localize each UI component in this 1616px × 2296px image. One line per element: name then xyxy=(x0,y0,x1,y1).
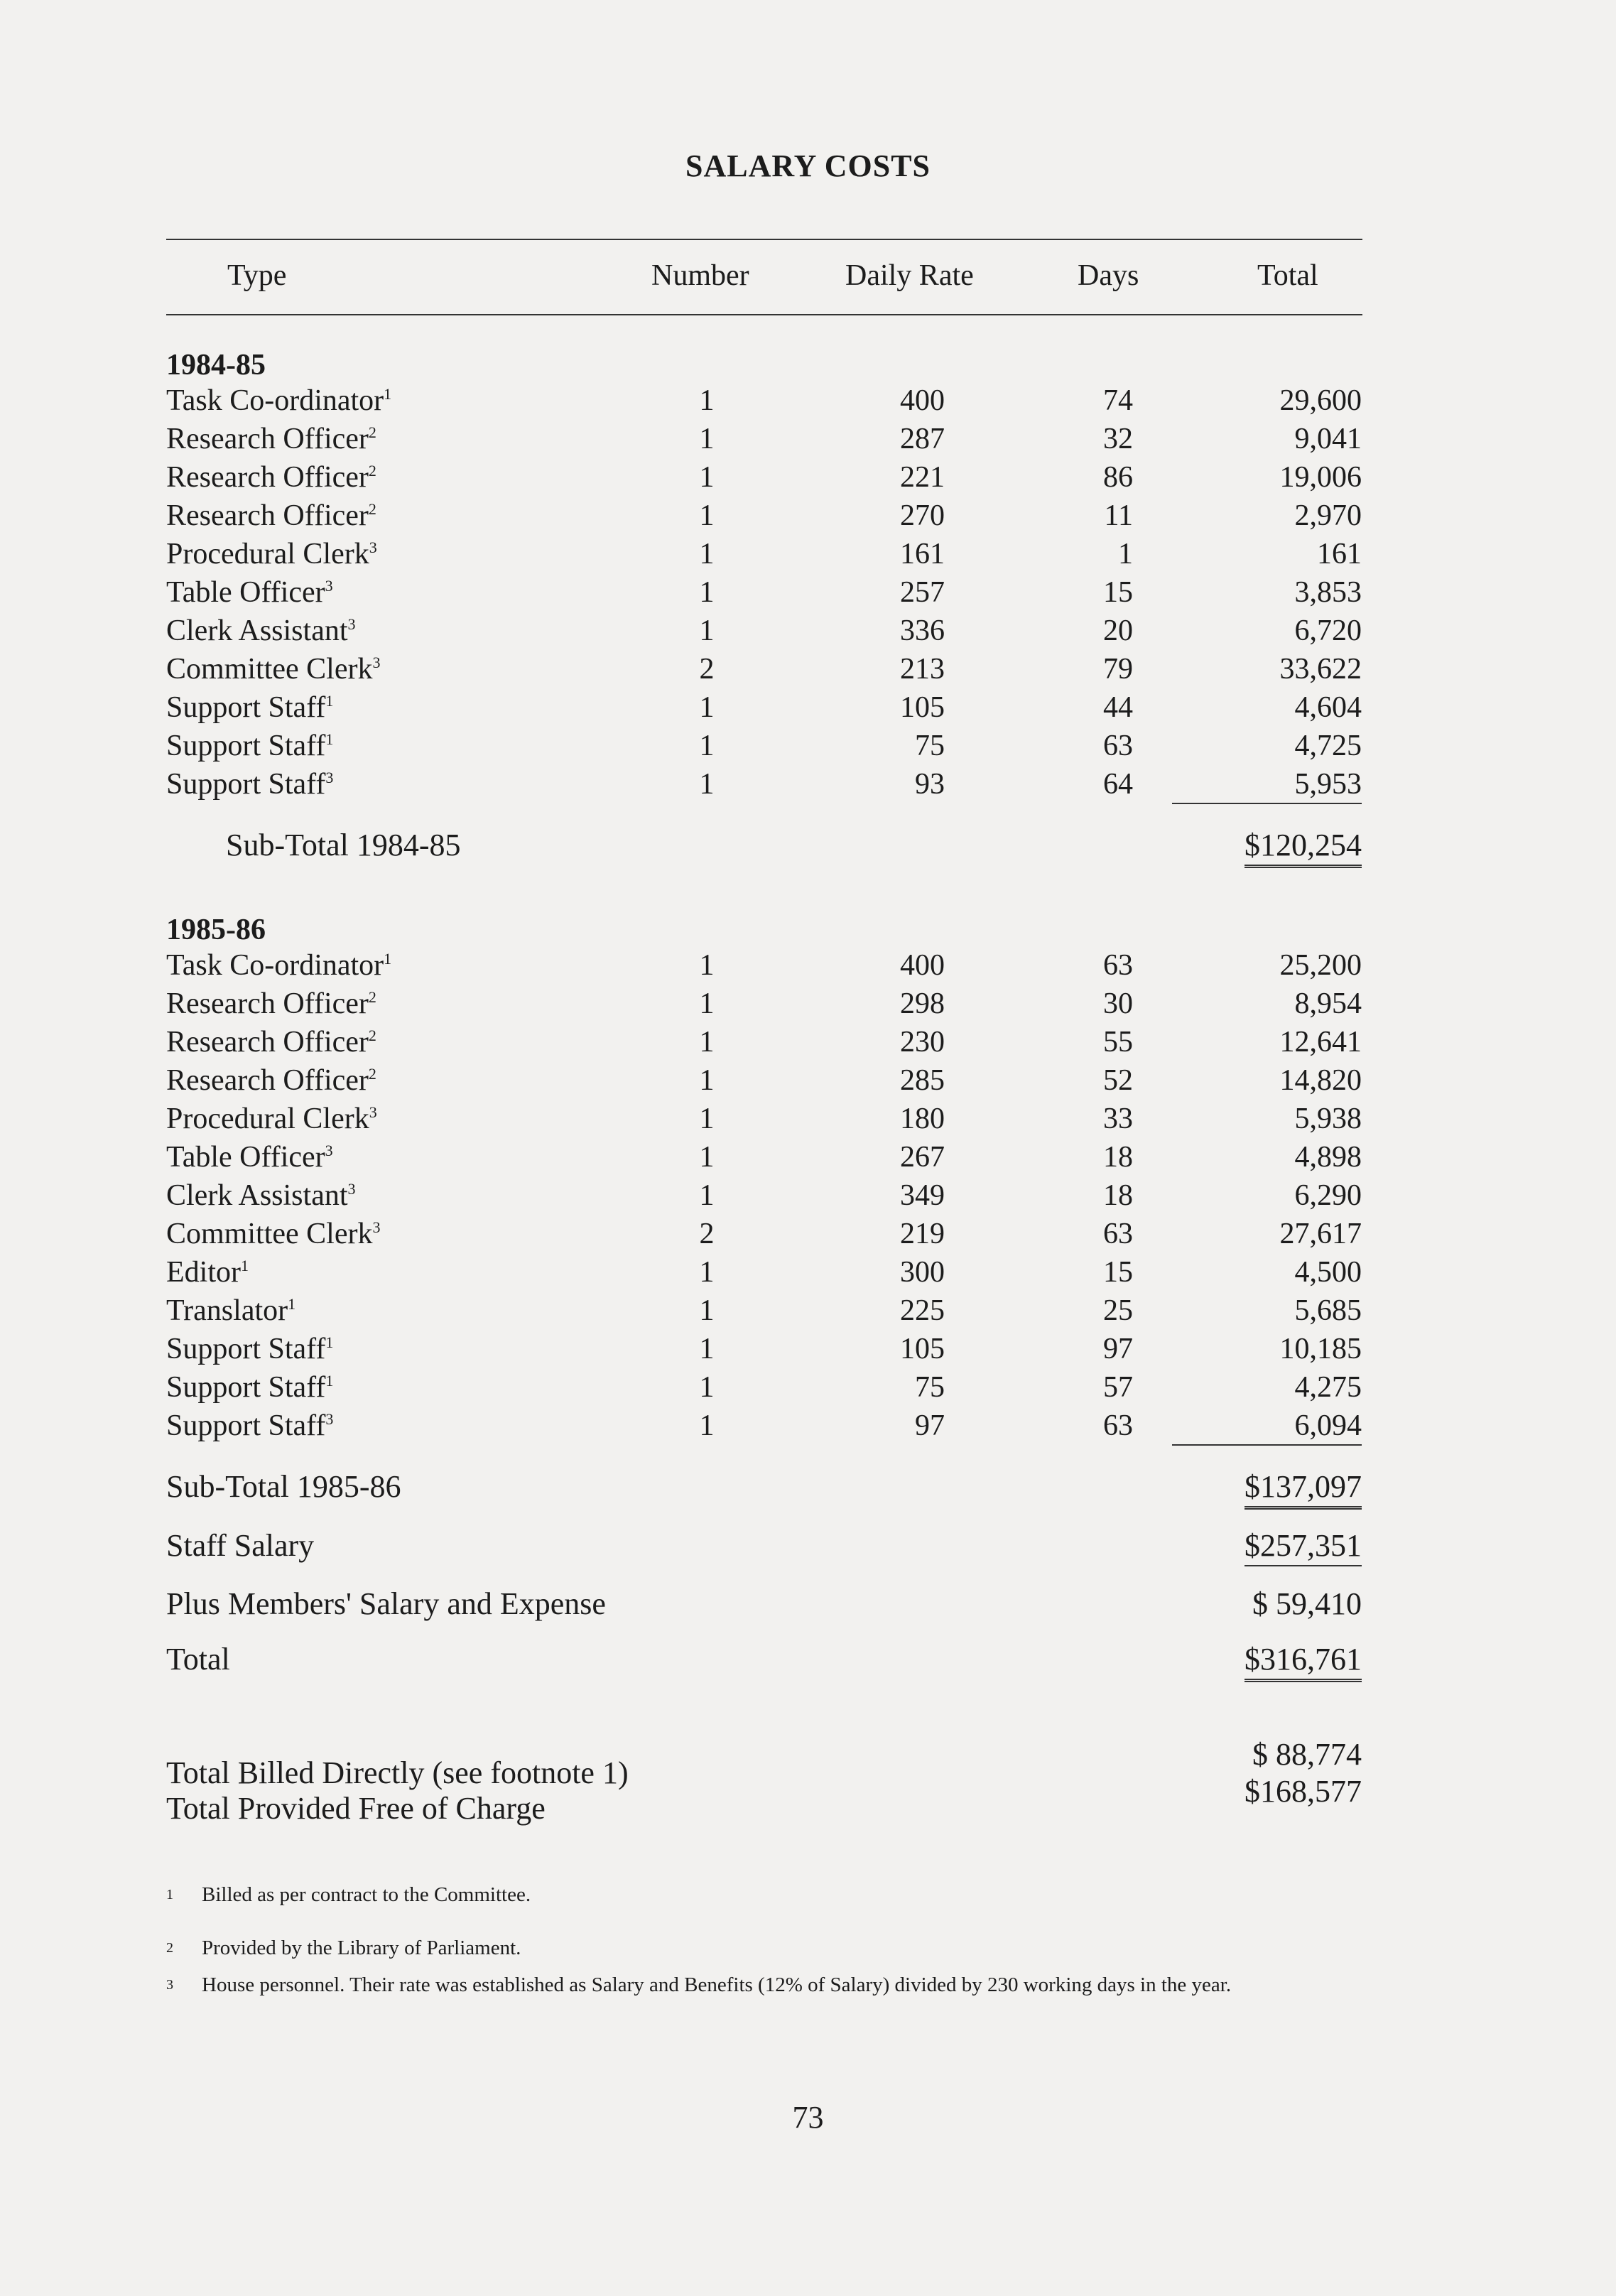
footnote-mark: 2 xyxy=(166,1940,173,1956)
cell-number: 1 xyxy=(699,576,715,609)
cell-number: 1 xyxy=(699,384,715,417)
table-row xyxy=(0,499,1616,537)
cell-number: 1 xyxy=(699,423,715,455)
table-row xyxy=(0,460,1616,499)
cell-type xyxy=(166,1025,376,1059)
cell-daily-rate: 180 xyxy=(900,1103,945,1135)
cell-type xyxy=(166,499,376,533)
cell-total: 4,898 xyxy=(1294,1141,1362,1174)
cell-days: 64 xyxy=(1103,768,1133,801)
cell-number: 1 xyxy=(699,1294,715,1327)
type-label: Task Co-ordinator xyxy=(166,949,384,982)
table-row xyxy=(0,1255,1616,1294)
footnote-ref: 3 xyxy=(372,654,381,671)
table-row xyxy=(0,1063,1616,1102)
type-label: Procedural Clerk xyxy=(166,538,369,570)
cell-type xyxy=(166,729,333,763)
type-label: Support Staff xyxy=(166,1333,326,1365)
table-row xyxy=(0,1370,1616,1409)
cell-total: 2,970 xyxy=(1294,499,1362,532)
staff-salary-label: Staff Salary xyxy=(166,1528,315,1563)
table-row xyxy=(0,767,1616,806)
column-header-type: Type xyxy=(227,259,287,292)
subtotal-value: $120,254 xyxy=(1244,827,1362,868)
cell-daily-rate: 93 xyxy=(915,768,945,801)
type-label: Editor xyxy=(166,1256,241,1289)
cell-total: 6,290 xyxy=(1294,1179,1362,1212)
footnote-ref: 3 xyxy=(325,577,333,595)
column-header-daily-rate: Daily Rate xyxy=(845,259,974,292)
cell-type xyxy=(166,614,356,648)
type-label: Support Staff xyxy=(166,730,326,762)
cell-days: 20 xyxy=(1103,614,1133,647)
footnote-ref: 2 xyxy=(368,423,376,441)
subtotal-label: Sub-Total 1984-85 xyxy=(226,828,461,862)
cell-number: 1 xyxy=(699,614,715,647)
cell-total: 14,820 xyxy=(1279,1064,1362,1097)
cell-total: 33,622 xyxy=(1279,653,1362,686)
type-label: Committee Clerk xyxy=(166,1218,373,1250)
cell-number: 1 xyxy=(699,1333,715,1365)
table-row xyxy=(0,1217,1616,1255)
footnote-1 xyxy=(166,1879,1374,1910)
type-label: Research Officer xyxy=(166,1026,369,1058)
footnote-ref: 2 xyxy=(368,988,376,1006)
cell-type xyxy=(166,1409,333,1443)
cell-type xyxy=(166,537,377,571)
cell-type xyxy=(166,1217,380,1251)
cell-total: 6,720 xyxy=(1294,614,1362,647)
cell-daily-rate: 267 xyxy=(900,1141,945,1174)
table-row xyxy=(0,729,1616,767)
footnote-ref: 2 xyxy=(368,462,376,480)
type-label: Task Co-ordinator xyxy=(166,384,384,417)
type-label: Research Officer xyxy=(166,423,369,455)
type-label: Support Staff xyxy=(166,1371,326,1404)
footnote-ref: 3 xyxy=(347,1180,356,1198)
cell-number: 1 xyxy=(699,1064,715,1097)
footnote-ref: 3 xyxy=(369,1103,377,1121)
free-of-charge-label: Total Provided Free of Charge xyxy=(166,1791,546,1826)
table-row xyxy=(0,537,1616,575)
cell-days: 52 xyxy=(1103,1064,1133,1097)
cell-type xyxy=(166,1370,333,1404)
footnote-ref: 1 xyxy=(384,950,392,968)
footnote-2 xyxy=(166,1932,1374,1964)
cell-days: 18 xyxy=(1103,1141,1133,1174)
cell-days: 74 xyxy=(1103,384,1133,417)
cell-type xyxy=(166,460,376,494)
footnote-ref: 1 xyxy=(325,692,334,710)
cell-days: 63 xyxy=(1103,730,1133,762)
cell-number: 1 xyxy=(699,1141,715,1174)
cell-daily-rate: 257 xyxy=(900,576,945,609)
type-label: Support Staff xyxy=(166,1409,326,1442)
cell-total: 8,954 xyxy=(1294,987,1362,1020)
footnote-ref: 3 xyxy=(325,769,334,786)
cell-number: 1 xyxy=(699,538,715,570)
footnote-ref: 2 xyxy=(368,1027,376,1044)
cell-daily-rate: 105 xyxy=(900,1333,945,1365)
table-row xyxy=(0,614,1616,652)
cell-days: 86 xyxy=(1103,461,1133,494)
footnote-ref: 1 xyxy=(384,385,392,403)
cell-daily-rate: 213 xyxy=(900,653,945,686)
cell-type xyxy=(166,652,380,686)
cell-total: 27,617 xyxy=(1279,1218,1362,1250)
table-row xyxy=(0,1179,1616,1217)
cell-number: 2 xyxy=(699,653,715,686)
type-label: Table Officer xyxy=(166,1141,325,1174)
cell-days: 44 xyxy=(1103,691,1133,724)
cell-daily-rate: 75 xyxy=(915,1371,945,1404)
type-label: Support Staff xyxy=(166,691,326,724)
cell-daily-rate: 219 xyxy=(900,1218,945,1250)
table-row xyxy=(0,948,1616,987)
footnote-ref: 3 xyxy=(372,1218,381,1236)
table-row xyxy=(0,1332,1616,1370)
cell-number: 1 xyxy=(699,691,715,724)
cell-daily-rate: 75 xyxy=(915,730,945,762)
cell-daily-rate: 400 xyxy=(900,384,945,417)
subtotal-value: $137,097 xyxy=(1244,1468,1362,1510)
cell-days: 63 xyxy=(1103,1409,1133,1442)
cell-days: 32 xyxy=(1103,423,1133,455)
type-label: Translator xyxy=(166,1294,288,1327)
cell-days: 97 xyxy=(1103,1333,1133,1365)
footnote-ref: 2 xyxy=(368,1065,376,1083)
type-label: Procedural Clerk xyxy=(166,1103,369,1135)
type-label: Support Staff xyxy=(166,768,326,801)
footnote-ref: 3 xyxy=(325,1142,333,1159)
cell-daily-rate: 300 xyxy=(900,1256,945,1289)
cell-type xyxy=(166,384,391,418)
cell-days: 57 xyxy=(1103,1371,1133,1404)
cell-daily-rate: 287 xyxy=(900,423,945,455)
cell-days: 63 xyxy=(1103,1218,1133,1250)
table-row xyxy=(0,1409,1616,1447)
type-label: Research Officer xyxy=(166,499,369,532)
cell-total: 4,604 xyxy=(1294,691,1362,724)
cell-daily-rate: 105 xyxy=(900,691,945,724)
cell-total: 29,600 xyxy=(1279,384,1362,417)
footnote-mark: 3 xyxy=(166,1977,173,1993)
cell-total: 4,500 xyxy=(1294,1256,1362,1289)
footnote-text: Billed as per contract to the Committee. xyxy=(202,1883,531,1906)
free-of-charge-value: $168,577 xyxy=(1244,1774,1362,1809)
footnote-ref: 1 xyxy=(325,1333,334,1351)
cell-number: 1 xyxy=(699,1371,715,1404)
page-title: SALARY COSTS xyxy=(685,148,931,183)
footnote-ref: 3 xyxy=(369,538,377,556)
cell-days: 30 xyxy=(1103,987,1133,1020)
footnote-text: House personnel. Their rate was established as Salary and Benefits (12% of Salary) divided by 230 working days in the year. xyxy=(202,1973,1232,1996)
cell-days: 18 xyxy=(1103,1179,1133,1212)
table-row xyxy=(0,691,1616,729)
table-row xyxy=(0,1140,1616,1179)
footnote-ref: 1 xyxy=(325,1372,334,1390)
cell-total: 4,275 xyxy=(1294,1371,1362,1404)
section-heading: 1985-86 xyxy=(166,914,266,946)
total-value: $316,761 xyxy=(1244,1641,1362,1682)
cell-total: 10,185 xyxy=(1279,1333,1362,1365)
cell-type xyxy=(166,1255,249,1289)
cell-number: 1 xyxy=(699,461,715,494)
cell-type xyxy=(166,948,391,982)
cell-number: 1 xyxy=(699,987,715,1020)
cell-daily-rate: 349 xyxy=(900,1179,945,1212)
type-label: Clerk Assistant xyxy=(166,614,348,647)
cell-days: 1 xyxy=(1118,538,1133,570)
cell-type xyxy=(166,1063,376,1098)
cell-number: 1 xyxy=(699,730,715,762)
column-header-days: Days xyxy=(1078,259,1139,292)
type-label: Table Officer xyxy=(166,576,325,609)
cell-daily-rate: 161 xyxy=(900,538,945,570)
table-row xyxy=(0,1102,1616,1140)
cell-total: 5,938 xyxy=(1294,1103,1362,1135)
cell-type xyxy=(166,1179,356,1213)
cell-daily-rate: 97 xyxy=(915,1409,945,1442)
cell-number: 1 xyxy=(699,1409,715,1442)
cell-number: 1 xyxy=(699,1179,715,1212)
footnote-mark: 1 xyxy=(166,1887,173,1902)
cell-daily-rate: 225 xyxy=(900,1294,945,1327)
type-label: Research Officer xyxy=(166,1064,369,1097)
type-label: Clerk Assistant xyxy=(166,1179,348,1212)
cell-days: 15 xyxy=(1103,576,1133,609)
table-row xyxy=(0,384,1616,422)
billed-directly-value: $ 88,774 xyxy=(1252,1737,1362,1772)
cell-type xyxy=(166,575,333,610)
header-bottom-rule xyxy=(166,314,1362,315)
type-label: Research Officer xyxy=(166,461,369,494)
cell-type xyxy=(166,1294,295,1328)
cell-number: 1 xyxy=(699,499,715,532)
footnote-3 xyxy=(166,1969,1374,2000)
cell-daily-rate: 270 xyxy=(900,499,945,532)
staff-salary-value: $257,351 xyxy=(1244,1527,1362,1566)
cell-type xyxy=(166,767,333,801)
footnote-ref: 2 xyxy=(368,500,376,518)
cell-number: 1 xyxy=(699,1026,715,1058)
footnote-ref: 3 xyxy=(325,1410,334,1428)
cell-days: 79 xyxy=(1103,653,1133,686)
footnote-ref: 1 xyxy=(325,730,334,748)
page-number: 73 xyxy=(792,2100,824,2135)
cell-total: 5,685 xyxy=(1294,1294,1362,1327)
cell-days: 33 xyxy=(1103,1103,1133,1135)
cell-total: 4,725 xyxy=(1294,730,1362,762)
footnote-text: Provided by the Library of Parliament. xyxy=(202,1937,521,1959)
footnote-ref: 1 xyxy=(288,1295,296,1313)
cell-total: 9,041 xyxy=(1294,423,1362,455)
cell-days: 55 xyxy=(1103,1026,1133,1058)
header-top-rule xyxy=(166,239,1362,240)
cell-daily-rate: 298 xyxy=(900,987,945,1020)
footnote-ref: 3 xyxy=(347,615,356,633)
table-row xyxy=(0,575,1616,614)
cell-total: 3,853 xyxy=(1294,576,1362,609)
cell-number: 1 xyxy=(699,1256,715,1289)
cell-total: 19,006 xyxy=(1279,461,1362,494)
cell-total: 161 xyxy=(1317,538,1362,570)
total-label: Total xyxy=(166,1642,230,1677)
cell-total: 6,094 xyxy=(1172,1409,1362,1446)
cell-type xyxy=(166,1140,333,1174)
cell-days: 11 xyxy=(1104,499,1133,532)
cell-number: 2 xyxy=(699,1218,715,1250)
table-row xyxy=(0,652,1616,691)
cell-daily-rate: 336 xyxy=(900,614,945,647)
cell-total: 5,953 xyxy=(1172,767,1362,804)
table-row xyxy=(0,422,1616,460)
cell-type xyxy=(166,987,376,1021)
cell-type xyxy=(166,1102,377,1136)
cell-daily-rate: 400 xyxy=(900,949,945,982)
cell-days: 25 xyxy=(1103,1294,1133,1327)
type-label: Research Officer xyxy=(166,987,369,1020)
table-row xyxy=(0,987,1616,1025)
table-row xyxy=(0,1025,1616,1063)
cell-total: 12,641 xyxy=(1279,1026,1362,1058)
cell-total: 25,200 xyxy=(1279,949,1362,982)
billed-directly-label: Total Billed Directly (see footnote 1) xyxy=(166,1755,629,1790)
cell-number: 1 xyxy=(699,949,715,982)
table-row xyxy=(0,1294,1616,1332)
cell-daily-rate: 230 xyxy=(900,1026,945,1058)
cell-number: 1 xyxy=(699,768,715,801)
cell-type xyxy=(166,691,333,725)
section-heading: 1984-85 xyxy=(166,349,266,381)
cell-type xyxy=(166,1332,333,1366)
column-header-total: Total xyxy=(1257,259,1318,292)
members-salary-value: $ 59,410 xyxy=(1252,1586,1362,1621)
cell-days: 63 xyxy=(1103,949,1133,982)
cell-days: 15 xyxy=(1103,1256,1133,1289)
subtotal-label: Sub-Total 1985-86 xyxy=(166,1469,401,1504)
cell-number: 1 xyxy=(699,1103,715,1135)
members-salary-label: Plus Members' Salary and Expense xyxy=(166,1586,606,1621)
type-label: Committee Clerk xyxy=(166,653,373,686)
column-header-number: Number xyxy=(651,259,749,292)
cell-daily-rate: 285 xyxy=(900,1064,945,1097)
footnote-ref: 1 xyxy=(240,1257,249,1274)
cell-type xyxy=(166,422,376,456)
cell-daily-rate: 221 xyxy=(900,461,945,494)
